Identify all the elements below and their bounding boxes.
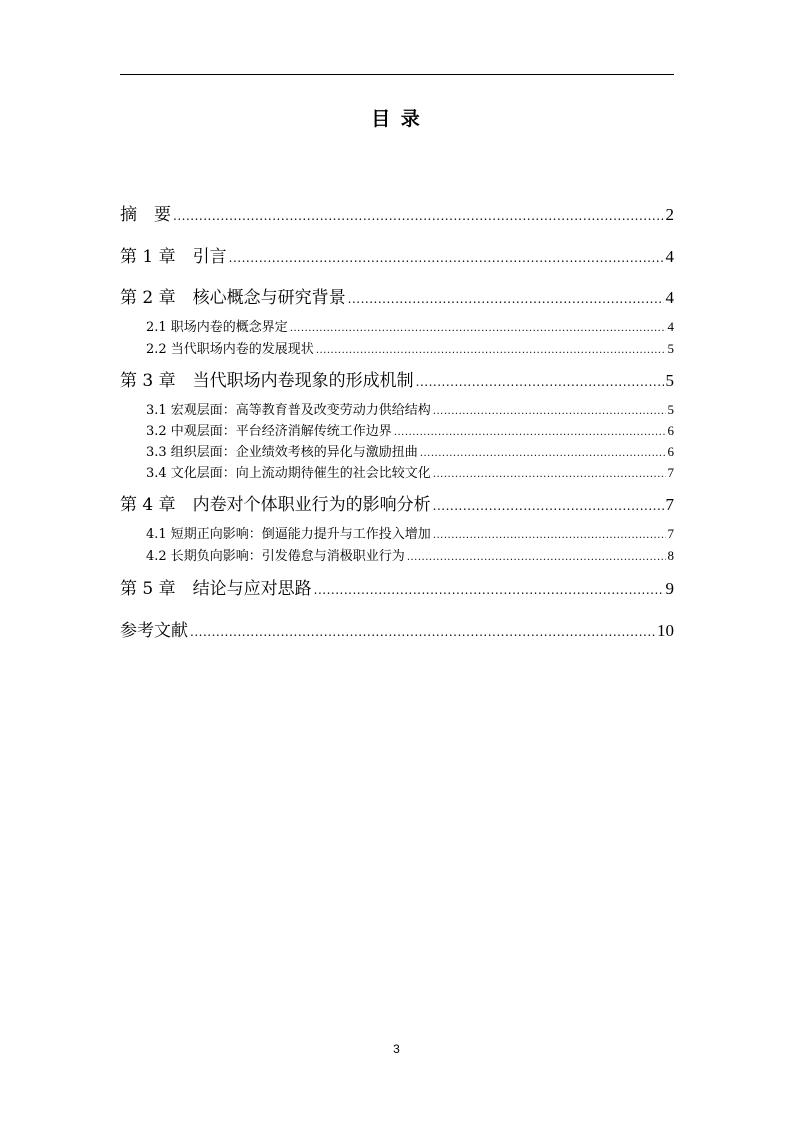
toc-entry-page: 10: [657, 621, 674, 640]
toc-entry-chapter-5[interactable]: [120, 574, 674, 599]
toc-dot-leader: [190, 625, 655, 639]
toc-entry-page: 7: [665, 495, 674, 514]
toc-dot-leader: [407, 552, 666, 563]
toc-entry-label: 第 1 章 引言: [120, 247, 227, 267]
toc-dot-leader: [394, 427, 666, 438]
toc-entry-page: 5: [665, 371, 674, 390]
toc-entry-label: 第 3 章 当代职场内卷现象的形成机制: [120, 371, 414, 391]
toc-entry-page: 7: [667, 526, 674, 541]
toc-entry-page: 4: [665, 288, 674, 307]
toc-entry-label: 3.4 文化层面：向上流动期待催生的社会比较文化: [146, 466, 431, 481]
toc-dot-leader: [229, 251, 664, 265]
toc-entry-label: 4.1 短期正向影响：倒逼能力提升与工作投入增加: [146, 527, 431, 542]
toc-entry-label: 摘 要: [120, 205, 171, 225]
toc-entry-section-3-1[interactable]: [146, 399, 674, 418]
toc-entry-page: 4: [667, 319, 674, 334]
toc-entry-label: 3.3 组织层面：企业绩效考核的异化与激励扭曲: [146, 445, 418, 460]
toc-entry-page: 8: [667, 548, 674, 563]
toc-entry-chapter-1[interactable]: [120, 242, 674, 267]
toc-entry-label: 第 4 章 内卷对个体职业行为的影响分析: [120, 495, 431, 515]
toc-entry-section-2-2[interactable]: [146, 338, 674, 357]
toc-entry-label: 2.1 职场内卷的概念界定: [146, 320, 288, 335]
toc-entry-page: 5: [667, 341, 674, 356]
toc-dot-leader: [416, 375, 664, 389]
toc-dot-leader: [173, 209, 664, 223]
toc-entry-label: 第 5 章 结论与应对思路: [120, 579, 312, 599]
toc-entry-section-2-1[interactable]: [146, 316, 674, 335]
toc-entry-page: 4: [665, 247, 674, 266]
toc-entry-chapter-2[interactable]: [120, 283, 674, 308]
toc-entry-section-4-2[interactable]: [146, 545, 674, 564]
toc-entry-page: 6: [667, 423, 674, 438]
toc-entry-chapter-4[interactable]: [120, 490, 674, 515]
toc-entry-label: 2.2 当代职场内卷的发展现状: [146, 342, 314, 357]
toc-entry-label: 3.1 宏观层面：高等教育普及改变劳动力供给结构: [146, 403, 431, 418]
toc-entry-label: 3.2 中观层面：平台经济消解传统工作边界: [146, 424, 392, 439]
toc-title: 目 录: [371, 108, 422, 130]
toc-entry-section-3-2[interactable]: [146, 420, 674, 439]
toc-dot-leader: [433, 499, 664, 513]
toc-entry-label: 4.2 长期负向影响：引发倦怠与消极职业行为: [146, 549, 405, 564]
toc-entry-section-3-4[interactable]: [146, 462, 674, 481]
toc-dot-leader: [420, 448, 666, 459]
toc-dot-leader: [348, 292, 664, 306]
toc-entry-page: 5: [667, 402, 674, 417]
page-number: 3: [393, 1042, 400, 1056]
toc-entry-label: 参考文献: [120, 621, 188, 641]
toc-entry-label: 第 2 章 核心概念与研究背景: [120, 288, 346, 308]
toc-dot-leader: [433, 530, 666, 541]
toc-entry-page: 6: [667, 444, 674, 459]
toc-entry-page: 7: [667, 465, 674, 480]
toc-entry-abstract[interactable]: [120, 200, 674, 225]
toc-dot-leader: [433, 469, 666, 480]
toc-dot-leader: [316, 345, 666, 356]
toc-entry-chapter-3[interactable]: [120, 366, 674, 391]
toc-entry-page: 9: [665, 579, 674, 598]
header-rule: [120, 74, 674, 75]
toc-dot-leader: [290, 323, 666, 334]
toc-dot-leader: [314, 583, 664, 597]
toc-entry-references[interactable]: [120, 616, 674, 641]
toc-entry-page: 2: [665, 205, 674, 224]
toc-entry-section-4-1[interactable]: [146, 523, 674, 542]
toc-dot-leader: [433, 406, 666, 417]
toc-entry-section-3-3[interactable]: [146, 441, 674, 460]
